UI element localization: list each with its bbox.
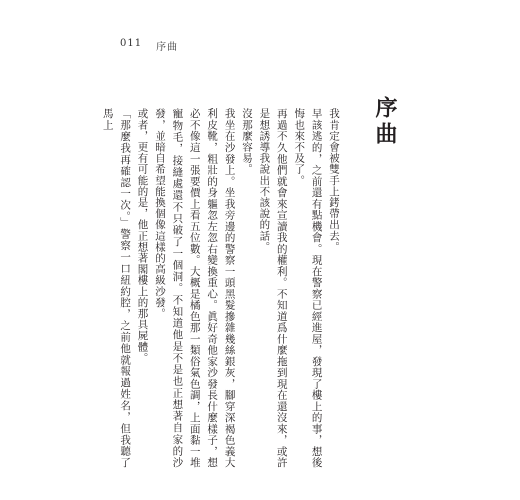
running-header — [120, 38, 178, 53]
running-title: 序曲 — [156, 42, 179, 53]
body-text — [98, 108, 342, 468]
page-number: 011 — [120, 38, 143, 49]
paragraph: 沒那麼容易。 — [240, 108, 253, 175]
paragraph: 我肯定會被雙手上銬帶出去。 — [328, 108, 340, 253]
paragraph: 我坐在沙發上。坐我旁邊的警察一頭黑髮摻雜幾絲銀灰，腳穿深褐色義大利皮靴，粗壯的身軀忽左忽右變換重心。眞好奇他家沙發長什麼樣子，想必不像這一張要價上看五位數。大概是橘色那一類俗氣色調，上面黏一堆寵物毛，接縫處還不只破了一個洞。不知道他是不是也正想著自家的沙發，並暗自希望能換個像這樣的高級沙發。 — [153, 108, 236, 468]
paragraph: 「那麼我再確認一次。」警察一口紐約腔，之前他就報過姓名，但我聽了馬上 — [101, 108, 132, 468]
paragraph: 或者，更有可能的是，他正想著閣樓上的那具屍體。 — [136, 108, 149, 364]
paragraph: 再過不久他們就會來宣讀我的權利。不知道爲什麼拖到現在還沒來，或許是想誘導我說出不該說的話。 — [258, 108, 288, 468]
chapter-title: 序曲 — [372, 96, 398, 148]
paragraph: 早該逃的，之前還有點機會。現在警察已經進屋，發現了樓上的事，想後悔也來不及了。 — [293, 108, 323, 468]
